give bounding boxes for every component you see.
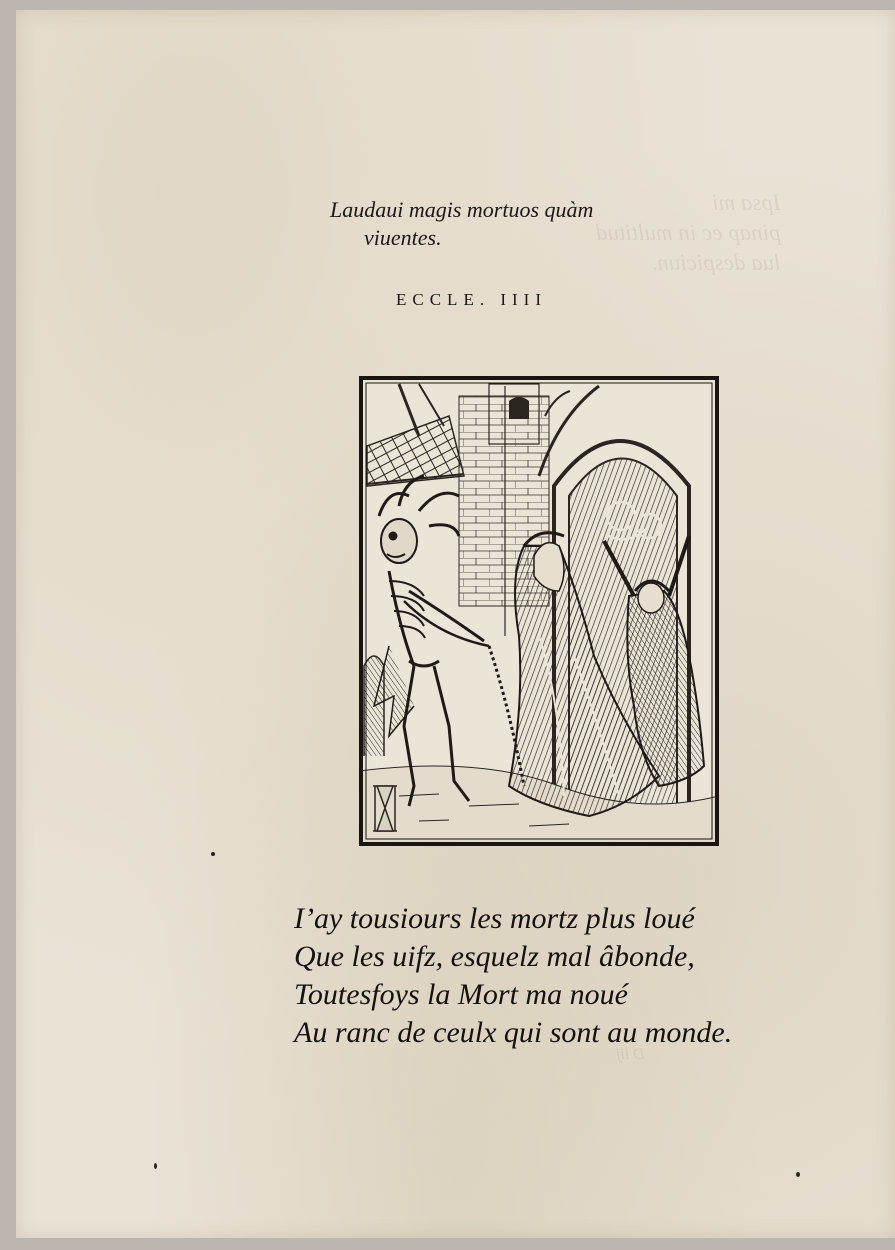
- scripture-reference: ECCLE. IIII: [396, 290, 547, 309]
- verse: [294, 900, 732, 1052]
- ink-speck: [154, 1163, 157, 1169]
- verse-line-1: I’ay tousiours les mortz plus loué: [294, 902, 695, 935]
- motto: [330, 196, 593, 252]
- verse-line-2: Que les uifz, esquelz mal âbonde,: [294, 940, 695, 973]
- book-page: [16, 10, 895, 1238]
- motto-line-2: viuentes.: [364, 225, 442, 250]
- motto-line-1: Laudaui magis mortuos quàm: [330, 197, 594, 222]
- show-through-text: Ipsa mi pinap ec in multitud lua despiciun.: [596, 190, 781, 275]
- ink-speck: [211, 852, 215, 856]
- verse-line-4: Au ranc de ceulx qui sont au monde.: [294, 1016, 733, 1049]
- verse-line-3: Toutesfoys la Mort ma noué: [294, 978, 628, 1011]
- woodcut-illustration: [359, 376, 719, 846]
- show-through-signature: D iij: [616, 1046, 645, 1063]
- ink-speck: [796, 1172, 800, 1177]
